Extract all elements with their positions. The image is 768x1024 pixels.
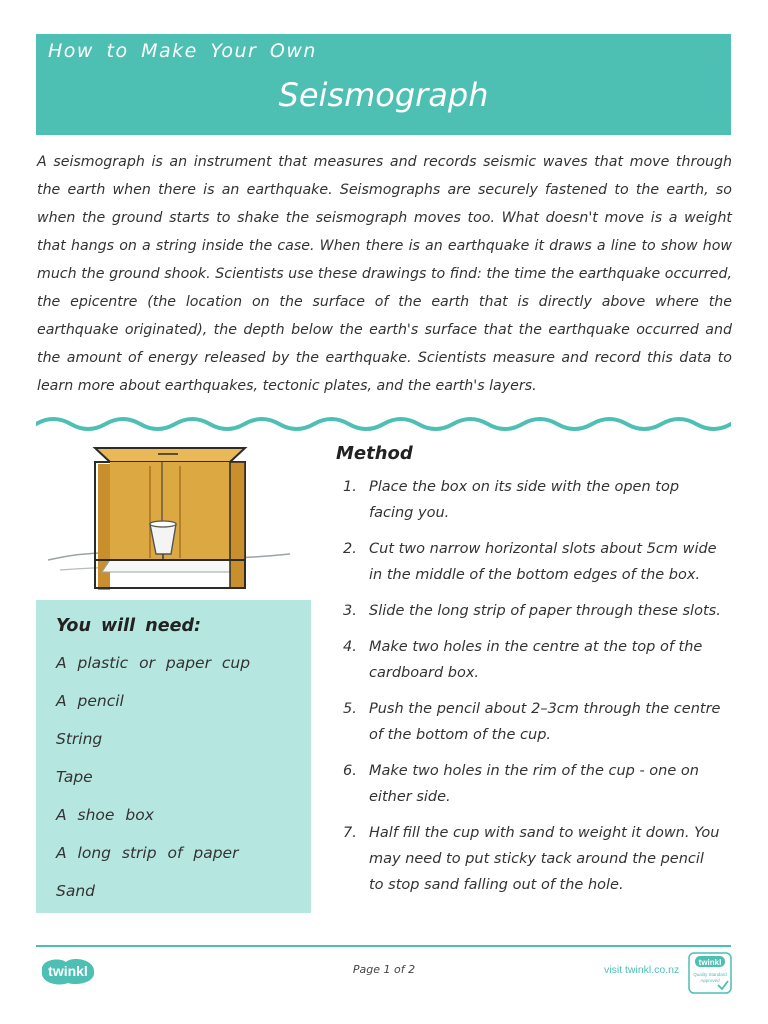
step-text: Make two holes in the centre at the top of the cardboard box.	[369, 639, 703, 681]
method-step	[337, 598, 722, 624]
quality-badge-icon	[688, 952, 732, 994]
material-item: Tape	[56, 768, 93, 786]
wave-divider	[36, 412, 731, 436]
step-number: 3.	[343, 603, 357, 619]
intro-paragraph: A seismograph is an instrument that measures and records seismic waves that move through the earth when there is an earthquake. Seismographs are securely fastened to the earth, so when the ground starts to shake the seismograph moves too. What doesn't move is a weight that hangs on a string inside the case. When there is an earthquake it draws a line to show how much the ground shook. Scientists use these drawings to find: the time the earthquake occurred, the epicentre (the location on the surface of the earth that is directly above where the earthquake originated), the depth below the earth's surface that the earthquake occurred and the amount of energy released by the earthquake. Scientists measure and record this data to learn more about earthquakes, tectonic plates, and the earth's layers.	[37, 154, 732, 394]
method-step	[337, 634, 722, 686]
materials-panel	[36, 600, 311, 913]
material-item: A shoe box	[56, 806, 154, 824]
step-number: 2.	[343, 541, 357, 557]
page-number: Page 1 of 2	[352, 963, 416, 976]
step-number: 7.	[343, 825, 357, 841]
method-step	[337, 696, 722, 748]
materials-list	[56, 644, 250, 910]
step-text: Make two holes in the rim of the cup - one on either side.	[369, 763, 699, 805]
logo-text: twinkl	[48, 963, 88, 979]
step-text: Push the pencil about 2–3cm through the centre of the bottom of the cup.	[369, 701, 721, 743]
title-kicker: How to Make Your Own	[48, 40, 317, 62]
seismograph-box-illustration	[40, 438, 300, 593]
method-step	[337, 758, 722, 810]
material-item: Sand	[56, 882, 95, 900]
step-number: 6.	[343, 763, 357, 779]
method-heading: Method	[336, 443, 413, 464]
website-link[interactable]: visit twinkl.co.nz	[604, 964, 680, 976]
step-text: Place the box on its side with the open top facing you.	[369, 479, 680, 521]
badge-line1: Quality Standard	[693, 972, 727, 977]
materials-heading: You will need:	[56, 616, 201, 636]
title-banner	[36, 34, 731, 135]
method-step	[337, 474, 722, 526]
step-number: 5.	[343, 701, 357, 717]
method-steps	[337, 474, 722, 908]
footer-divider	[36, 945, 731, 947]
step-text: Slide the long strip of paper through these slots.	[369, 603, 721, 619]
method-step	[337, 536, 722, 588]
material-item: A long strip of paper	[56, 844, 239, 862]
badge-brand: twinkl	[698, 958, 722, 967]
material-item: A pencil	[56, 692, 124, 710]
step-text: Cut two narrow horizontal slots about 5cm wide in the middle of the bottom edges of the box.	[369, 541, 717, 583]
step-text: Half fill the cup with sand to weight it down. You may need to put sticky tack around the pencil to stop sand falling out of the hole.	[369, 825, 720, 893]
step-number: 4.	[343, 639, 357, 655]
step-number: 1.	[343, 479, 357, 495]
material-item: String	[56, 730, 103, 748]
material-item: A plastic or paper cup	[56, 654, 251, 672]
method-step	[337, 820, 722, 898]
badge-line2: Approved	[700, 978, 720, 983]
page-title: Seismograph	[278, 76, 489, 114]
